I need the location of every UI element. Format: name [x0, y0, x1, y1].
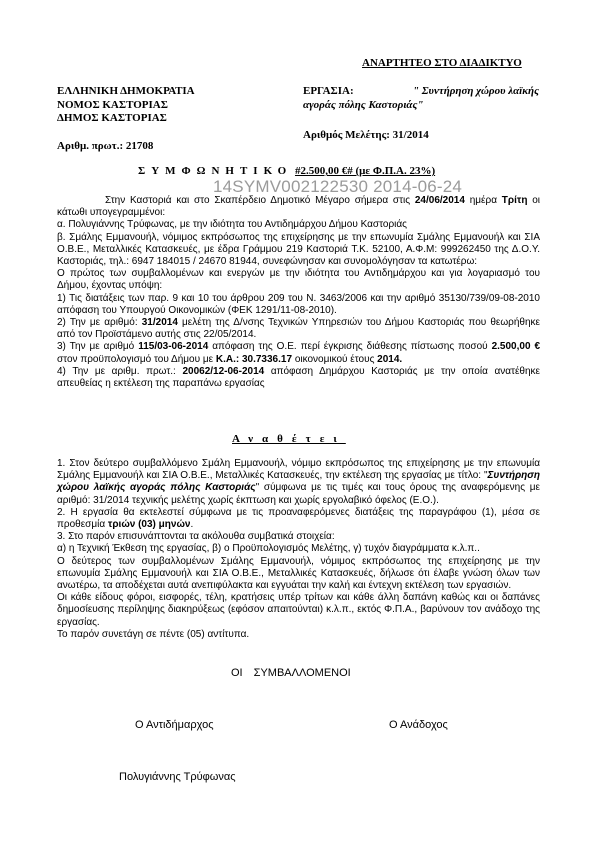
- clause-1: 1. Στον δεύτερο συμβαλλόμενο Σμάλη Εμμανουήλ, νόμιμο εκπρόσωπος της επιχείρησης με την επωνυμία Σμάλης Εμμανουήλ και ΣΙΑ Ο.Β.Ε., Μεταλλικές Κατασκευές, την εκτέλεση της εργασίας με τίτλο: "Συντήρηση χώρου λαϊκής αγοράς πόλης Καστοριάς" σύμφωνα με τις τιμές και τους όρους της αναφερόμενης με αριθμό: 31/2014 τεχνικής μελέτης χωρίς έκπτωση και χωρίς εργολαβικό όφελος (Ε.Ο.).: [57, 458, 541, 506]
- intro-day-label: ημέρα: [469, 195, 497, 206]
- clause-3-items: α) η Τεχνική Έκθεση της εργασίας, β) ο Προϋπολογισμός Μελέτης, γ) τυχόν διαγράμματα κ.λ.π..: [57, 543, 480, 555]
- intro-end: οι κάτωθι υπογεγραμμένοι:: [57, 195, 541, 219]
- considerations-intro: Ο πρώτος των συμβαλλομένων και ενεργών με την ιδιότητα του Αντιδημάρχου και για λογαριασμό του Δήμου, έχοντας υπόψη:: [57, 268, 540, 292]
- clause-3-taxes: Οι κάθε είδους φόροι, εισφορές, τέλη, κρατήσεις υπέρ τρίτων και κάθε άλλη δαπάνη καθώς και οι δαπάνες δημοσίευσης περίληψης διακηρύξεως (εφόσον απαιτούνται) κ.λ.π., εκτός Φ.Π.Α., βαρύνουν τον ανάδοχο της εργασίας.: [57, 592, 540, 628]
- title-word: ΣΥΜΦΩΝΗΤΙΚΟ: [138, 165, 293, 177]
- consideration-1: 1) Τις διατάξεις των παρ. 9 και 10 του άρθρου 209 του Ν. 3463/2006 και την αριθμό 35130/739/09-08-2010 απόφαση του Υπουργού Οικονομικών (ΦΕΚ 1291/11-08-2010).: [57, 292, 540, 316]
- signature-right-title: Ο Ανάδοχος: [389, 719, 448, 731]
- issuer-line-2: ΝΟΜΟΣ ΚΑΣΤΟΡΙΑΣ: [57, 98, 168, 111]
- clause-3: 3. Στο παρόν επισυνάπτονται τα ακόλουθα συμβατικά στοιχεία:: [57, 531, 335, 543]
- title-amount: #2.500,00 €# (με Φ.Π.Α. 23%): [294, 165, 436, 177]
- consideration-3: 3) Την με αριθμό 115/03-06-2014 απόφαση της Ο.Ε. περί έγκρισης διάθεσης πίστωσης ποσού 2.500,00 € στον προϋπολογισμό του Δήμου με Κ.Α.: 30.7336.17 οικονομικού έτους 2014.: [57, 341, 540, 365]
- intro-day: Τρίτη: [501, 195, 528, 206]
- signature-left-name: Πολυγιάννης Τρύφωνας: [119, 771, 236, 783]
- issuer-line-3: ΔΗΜΟΣ ΚΑΣΤΟΡΙΑΣ: [57, 112, 167, 124]
- project-title-line-2: αγοράς πόλης Καστοριάς": [303, 98, 424, 111]
- project-title-line-1: " Συντήρηση χώρου λαϊκής: [412, 85, 539, 97]
- document-title: [138, 165, 435, 177]
- assign-heading: Αναθέτει: [232, 433, 346, 445]
- issuer-line-1: ΕΛΛΗΝΙΚΗ ΔΗΜΟΚΡΑΤΙΑ: [57, 85, 195, 97]
- party-b: β. Σμάλης Εμμανουήλ, νόμιμος εκπρόσωπος της επιχείρησης με την επωνυμία Σμάλης Εμμανουήλ και ΣΙΑ Ο.Β.Ε., Μεταλλικές Κατασκευές, με έδρα Γράμμου 219 Καστοριά Τ.Κ. 52100, Α.Φ.Μ: 999262450 της Δ.Ο.Υ. Καστοριάς, τηλ.: 6947 184015 / 24670 81944, συνεφώνησαν και συνομολόγησαν τα κατωτέρω:: [57, 231, 540, 268]
- signature-left-title: Ο Αντιδήμαρχος: [135, 719, 214, 731]
- project-label: ΕΡΓΑΣΙΑ:: [303, 85, 354, 97]
- intro-date: 24/06/2014: [414, 195, 465, 206]
- issuer-block: [57, 85, 195, 126]
- clauses: [57, 458, 540, 641]
- party-a: α. Πολυγιάννης Τρύφωνας, με την ιδιότητα του Αντιδημάρχου Δήμου Καστοριάς: [57, 219, 407, 231]
- protocol-number: Αριθμ. πρωτ.: 21708: [57, 140, 154, 152]
- consideration-2: 2) Την με αριθμό: 31/2014 μελέτη της Δ/νσης Τεχνικών Υπηρεσιών του Δήμου Καστοριάς που θεωρήθηκε από τον Προϊστάμενο αυτής στις 22/05/2014.: [57, 317, 541, 341]
- project-block: [303, 85, 539, 112]
- consideration-4: 4) Την με αριθμ. πρωτ.: 20062/12-06-2014 απόφαση Δημάρχου Καστοριάς με την οποία ανατέθηκε απευθείας η εκτέλεση της παραπάνω εργασίας: [57, 365, 541, 390]
- study-number: Αριθμός Μελέτης: 31/2014: [303, 129, 429, 141]
- signatures-heading: ΟΙ ΣΥΜΒΑΛΛΟΜΕΝΟΙ: [231, 667, 351, 679]
- publish-notice: ΑΝΑΡΤΗΤΕΟ ΣΤΟ ΔΙΑΔΙΚΤΥΟ: [362, 57, 522, 69]
- clause-3-acceptance: Ο δεύτερος των συμβαλλομένων Σμάλης Εμμανουήλ, νόμιμος εκπρόσωπος της επιχείρησης με την επωνυμία Σμάλης Εμμανουήλ και ΣΙΑ Ο.Β.Ε., Μεταλλικές Κατασκευές, δήλωσε ότι έλαβε γνώση όλων των ανωτέρω, τα αποδέχεται αυτά ανεπιφύλακτα και εγγυάται την καλή και έντεχνη εκτέλεση των εργασιών.: [57, 555, 540, 592]
- registry-stamp: 14SYMV002122530 2014-06-24: [213, 177, 463, 196]
- clause-2: 2. Η εργασία θα εκτελεστεί σύμφωνα με τις προαναφερόμενες διατάξεις της παραγράφου (1), μέσα σε προθεσμία τριών (03) μηνών.: [57, 506, 540, 531]
- clause-3-copies: Το παρόν συνετάγη σε πέντε (05) αντίτυπα.: [57, 628, 250, 640]
- intro: [57, 195, 540, 390]
- intro-text: Στην Καστοριά και στο Σκαπέρδειο Δημοτικό Μέγαρο σήμερα στις: [105, 195, 411, 206]
